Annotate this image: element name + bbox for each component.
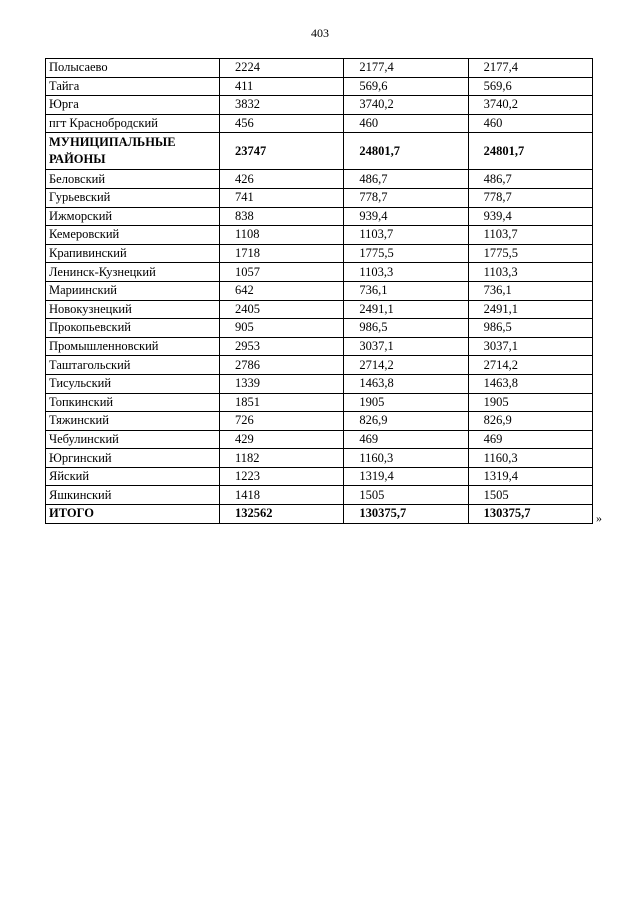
value-cell-3: 939,4 — [468, 207, 592, 226]
row-name-cell: Таштагольский — [46, 356, 220, 375]
value-cell-2: 1103,7 — [344, 226, 468, 245]
value-cell-1: 2405 — [220, 300, 344, 319]
value-cell-1: 456 — [220, 114, 344, 133]
value-cell-3: 1160,3 — [468, 449, 592, 468]
value-cell-3: 1319,4 — [468, 467, 592, 486]
value-cell-2: 486,7 — [344, 170, 468, 189]
value-cell-1: 1108 — [220, 226, 344, 245]
row-name-cell: Новокузнецкий — [46, 300, 220, 319]
value-cell-2: 778,7 — [344, 188, 468, 207]
value-cell-2: 130375,7 — [344, 505, 468, 524]
row-name-cell: Ленинск-Кузнецкий — [46, 263, 220, 282]
value-cell-1: 2786 — [220, 356, 344, 375]
value-cell-2: 1103,3 — [344, 263, 468, 282]
value-cell-2: 3037,1 — [344, 337, 468, 356]
row-name-cell: Тяжинский — [46, 412, 220, 431]
table-row — [46, 430, 593, 449]
row-name-cell: Юргинский — [46, 449, 220, 468]
value-cell-3: 1103,3 — [468, 263, 592, 282]
row-name-cell: Ижморский — [46, 207, 220, 226]
value-cell-2: 2491,1 — [344, 300, 468, 319]
value-cell-1: 838 — [220, 207, 344, 226]
value-cell-2: 1505 — [344, 486, 468, 505]
table-row — [46, 356, 593, 375]
row-name-cell: пгт Краснобродский — [46, 114, 220, 133]
value-cell-3: 3037,1 — [468, 337, 592, 356]
row-name-cell: Тайга — [46, 77, 220, 96]
value-cell-3: 130375,7 — [468, 505, 592, 524]
value-cell-3: 24801,7 — [468, 133, 592, 170]
table-row — [46, 170, 593, 189]
value-cell-1: 741 — [220, 188, 344, 207]
table-row — [46, 300, 593, 319]
value-cell-2: 736,1 — [344, 281, 468, 300]
value-cell-1: 2224 — [220, 59, 344, 78]
table-row — [46, 505, 593, 524]
value-cell-2: 1463,8 — [344, 374, 468, 393]
value-cell-3: 460 — [468, 114, 592, 133]
row-name-cell: Чебулинский — [46, 430, 220, 449]
table-row — [46, 133, 593, 170]
table-row — [46, 96, 593, 115]
value-cell-2: 2177,4 — [344, 59, 468, 78]
page-number: 403 — [311, 26, 329, 40]
value-cell-3: 2177,4 — [468, 59, 592, 78]
table-row — [46, 319, 593, 338]
budget-table — [45, 58, 593, 524]
value-cell-1: 3832 — [220, 96, 344, 115]
row-name-cell: Беловский — [46, 170, 220, 189]
value-cell-2: 460 — [344, 114, 468, 133]
row-name-cell: Крапивинский — [46, 244, 220, 263]
value-cell-3: 3740,2 — [468, 96, 592, 115]
value-cell-2: 1319,4 — [344, 467, 468, 486]
row-name-cell: Яшкинский — [46, 486, 220, 505]
value-cell-2: 2714,2 — [344, 356, 468, 375]
row-name-cell: Яйский — [46, 467, 220, 486]
table-row — [46, 467, 593, 486]
value-cell-2: 826,9 — [344, 412, 468, 431]
row-name-cell: Топкинский — [46, 393, 220, 412]
value-cell-1: 1223 — [220, 467, 344, 486]
value-cell-3: 469 — [468, 430, 592, 449]
table-row — [46, 59, 593, 78]
value-cell-3: 1505 — [468, 486, 592, 505]
row-name-cell: ИТОГО — [46, 505, 220, 524]
value-cell-1: 1418 — [220, 486, 344, 505]
value-cell-2: 1160,3 — [344, 449, 468, 468]
row-name-cell: Прокопьевский — [46, 319, 220, 338]
value-cell-3: 736,1 — [468, 281, 592, 300]
value-cell-1: 1182 — [220, 449, 344, 468]
row-name-cell: Мариинский — [46, 281, 220, 300]
value-cell-3: 826,9 — [468, 412, 592, 431]
value-cell-2: 469 — [344, 430, 468, 449]
table-row — [46, 393, 593, 412]
value-cell-3: 1103,7 — [468, 226, 592, 245]
value-cell-1: 1057 — [220, 263, 344, 282]
value-cell-2: 1905 — [344, 393, 468, 412]
value-cell-3: 1463,8 — [468, 374, 592, 393]
row-name-cell: МУНИЦИПАЛЬНЫЕ РАЙОНЫ — [46, 133, 220, 170]
table-row — [46, 226, 593, 245]
value-cell-1: 23747 — [220, 133, 344, 170]
value-cell-1: 1851 — [220, 393, 344, 412]
table-row — [46, 337, 593, 356]
table-row — [46, 244, 593, 263]
table-row — [46, 374, 593, 393]
table-row — [46, 281, 593, 300]
value-cell-2: 986,5 — [344, 319, 468, 338]
table-row — [46, 449, 593, 468]
value-cell-1: 426 — [220, 170, 344, 189]
table-row — [46, 412, 593, 431]
row-name-cell: Тисульский — [46, 374, 220, 393]
value-cell-2: 939,4 — [344, 207, 468, 226]
row-name-cell: Полысаево — [46, 59, 220, 78]
value-cell-1: 905 — [220, 319, 344, 338]
value-cell-3: 569,6 — [468, 77, 592, 96]
closing-quote: » — [596, 511, 602, 525]
value-cell-3: 1775,5 — [468, 244, 592, 263]
table-row — [46, 486, 593, 505]
table-row — [46, 77, 593, 96]
row-name-cell: Юрга — [46, 96, 220, 115]
value-cell-1: 726 — [220, 412, 344, 431]
value-cell-2: 3740,2 — [344, 96, 468, 115]
value-cell-1: 429 — [220, 430, 344, 449]
row-name-cell: Промышленновский — [46, 337, 220, 356]
value-cell-3: 1905 — [468, 393, 592, 412]
row-name-cell: Кемеровский — [46, 226, 220, 245]
value-cell-1: 2953 — [220, 337, 344, 356]
value-cell-3: 486,7 — [468, 170, 592, 189]
value-cell-2: 1775,5 — [344, 244, 468, 263]
value-cell-1: 132562 — [220, 505, 344, 524]
value-cell-1: 1718 — [220, 244, 344, 263]
table-row — [46, 207, 593, 226]
row-name-cell: Гурьевский — [46, 188, 220, 207]
value-cell-3: 986,5 — [468, 319, 592, 338]
value-cell-2: 24801,7 — [344, 133, 468, 170]
value-cell-1: 411 — [220, 77, 344, 96]
table-row — [46, 188, 593, 207]
table-body — [46, 59, 593, 524]
value-cell-1: 642 — [220, 281, 344, 300]
value-cell-3: 778,7 — [468, 188, 592, 207]
value-cell-1: 1339 — [220, 374, 344, 393]
table-row — [46, 114, 593, 133]
value-cell-2: 569,6 — [344, 77, 468, 96]
table-row — [46, 263, 593, 282]
value-cell-3: 2714,2 — [468, 356, 592, 375]
value-cell-3: 2491,1 — [468, 300, 592, 319]
